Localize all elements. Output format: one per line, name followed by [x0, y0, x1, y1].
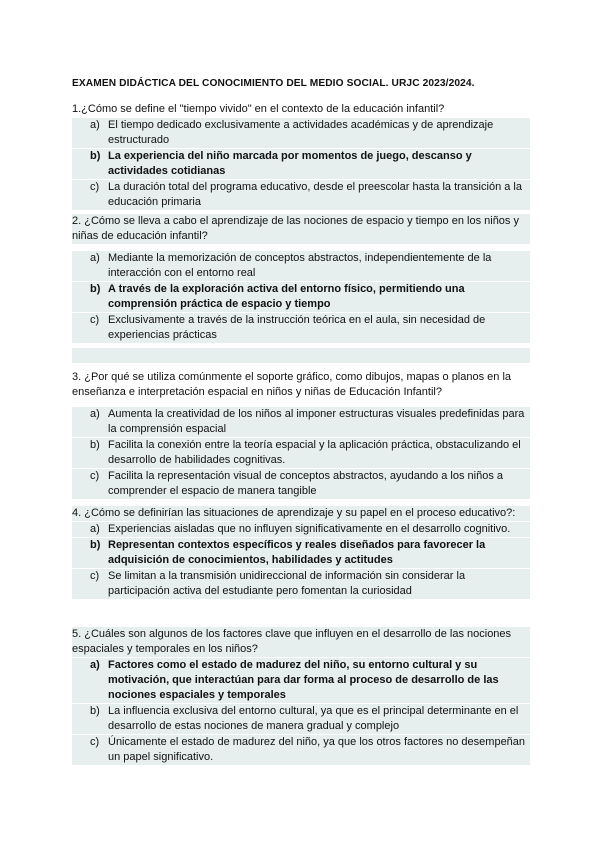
question-5 — [72, 627, 530, 765]
option-text: Representan contextos específicos y reales diseñados para favorecer la adquisición de conocimientos, habilidades y actitudes — [108, 539, 486, 566]
option-text: Factores como el estado de madurez del niño, su entorno cultural y su motivación, que interactúan para dar forma al proceso de desarrollo de las nociones espaciales y temporales — [108, 659, 499, 701]
option-b-correct — [72, 538, 530, 568]
option-label: c) — [90, 314, 100, 326]
question-1 — [72, 102, 530, 210]
option-c — [72, 569, 530, 599]
option-label: c) — [90, 736, 100, 748]
option-a — [72, 407, 530, 437]
option-a — [72, 251, 530, 281]
option-label: b) — [90, 539, 101, 551]
option-text: Facilita la conexión entre la teoría espacial y la aplicación práctica, obstaculizando el desarrollo de habilidades cognitivas. — [108, 439, 521, 466]
option-label: a) — [90, 408, 100, 420]
question-stem: 3. ¿Por qué se utiliza comúnmente el soporte gráfico, como dibujos, mapas o planos en la enseñanza e interpretación espacial en niños y niñas de Educación Infantil? — [72, 371, 512, 398]
option-label: a) — [90, 252, 100, 264]
option-label: b) — [90, 705, 100, 717]
option-label: b) — [90, 150, 101, 162]
option-text: La influencia exclusiva del entorno cultural, ya que es el principal determinante en el desarrollo de estas nociones de manera gradual y complejo — [108, 705, 519, 732]
option-text: Mediante la memorización de conceptos abstractos, independientemente de la interacción con el entorno real — [108, 252, 492, 279]
question-stem: 1.¿Cómo se define el "tiempo vivido" en el contexto de la educación infantil? — [72, 103, 445, 115]
option-a-correct — [72, 658, 530, 703]
option-b-correct — [72, 149, 530, 179]
question-stem: 2. ¿Cómo se lleva a cabo el aprendizaje de las nociones de espacio y tiempo en los niños y niñas de educación infantil? — [72, 214, 530, 244]
question-stem: 4. ¿Cómo se definirían las situaciones de aprendizaje y su papel en el proceso educativo?: — [72, 506, 530, 521]
option-text: El tiempo dedicado exclusivamente a actividades académicas y de aprendizaje estructurado — [108, 119, 494, 146]
option-label: a) — [90, 659, 100, 671]
question-2 — [72, 214, 530, 343]
option-text: A través de la exploración activa del entorno físico, permitiendo una comprensión práctica de espacio y tiempo — [108, 283, 465, 310]
question-4 — [72, 506, 530, 599]
option-a — [72, 522, 530, 537]
option-label: a) — [90, 523, 100, 535]
option-text: Experiencias aisladas que no influyen significativamente en el desarrollo cognitivo. — [108, 523, 511, 535]
option-text: Se limitan a la transmisión unidireccional de información sin considerar la participación activa del estudiante pero fomentan la curiosidad — [108, 570, 466, 597]
exam-title: EXAMEN DIDÁCTICA DEL CONOCIMIENTO DEL MEDIO SOCIAL. URJC 2023/2024. — [72, 78, 475, 89]
option-label: c) — [90, 470, 100, 482]
option-b — [72, 704, 530, 734]
option-label: b) — [90, 283, 101, 295]
option-c — [72, 469, 530, 499]
option-b — [72, 438, 530, 468]
option-c — [72, 313, 530, 343]
option-text: Únicamente el estado de madurez del niño, ya que los otros factores no desempeñan un papel significativo. — [108, 736, 526, 763]
option-label: c) — [90, 181, 100, 193]
option-text: Aumenta la creatividad de los niños al imponer estructuras visuales predefinidas para la comprensión espacial — [108, 408, 525, 435]
option-a — [72, 118, 530, 148]
option-b-correct — [72, 282, 530, 312]
option-label: a) — [90, 119, 100, 131]
option-label: b) — [90, 439, 100, 451]
question-stem: 5. ¿Cuáles son algunos de los factores clave que influyen en el desarrollo de las nociones espaciales y temporales en los niños? — [72, 627, 530, 657]
option-c — [72, 180, 530, 210]
highlight-band — [72, 348, 530, 363]
option-text: Exclusivamente a través de la instrucción teórica en el aula, sin necesidad de experiencias prácticas — [108, 314, 486, 341]
question-3 — [72, 370, 530, 499]
option-text: La experiencia del niño marcada por momentos de juego, descanso y actividades cotidianas — [108, 150, 472, 177]
option-label: c) — [90, 570, 100, 582]
option-text: Facilita la representación visual de conceptos abstractos, ayudando a los niños a comprender el espacio de manera tangible — [108, 470, 504, 497]
option-text: La duración total del programa educativo, desde el preescolar hasta la transición a la educación primaria — [108, 181, 522, 208]
option-c — [72, 735, 530, 765]
